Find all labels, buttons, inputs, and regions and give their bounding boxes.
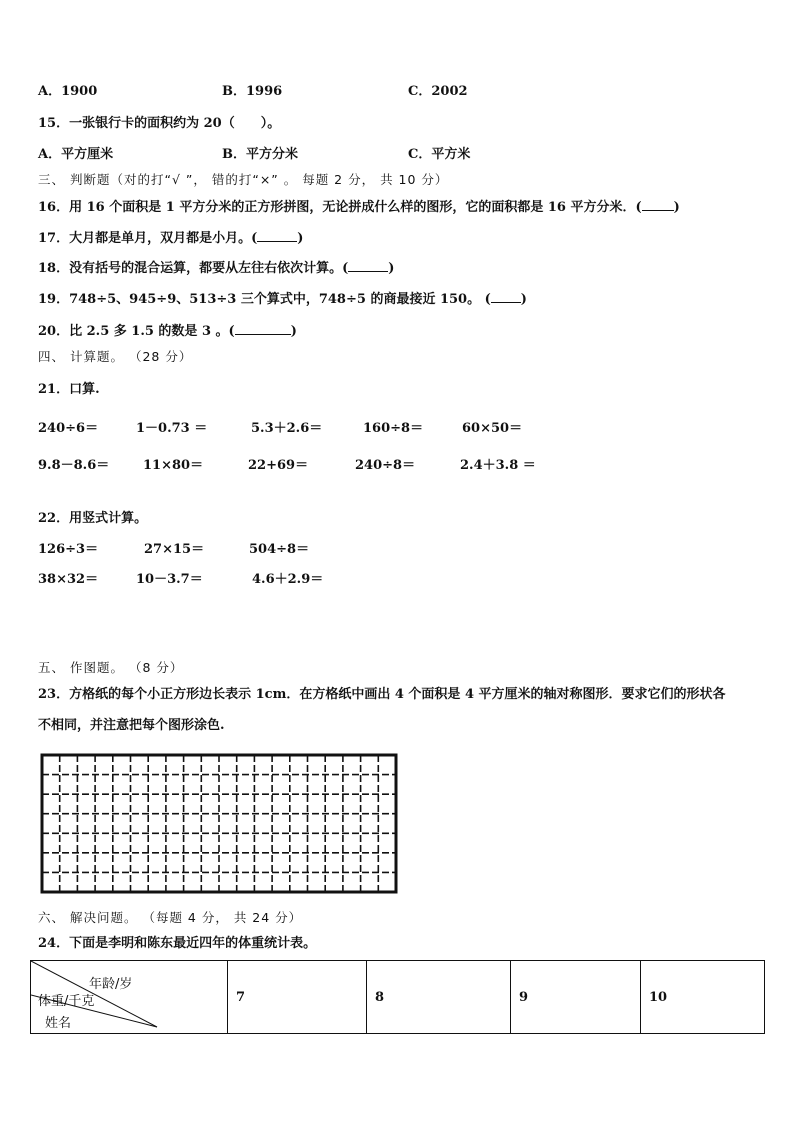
q17-close: ) <box>297 231 304 246</box>
header-name-label: 姓名 <box>45 1016 72 1031</box>
q16 <box>38 199 680 216</box>
q22-r1-c2: 27×15＝ <box>144 542 205 557</box>
q16-text: 16．用 16 个面积是 1 平方分米的正方形拼图，无论拼成什么样的图形，它的面积都是 16 平方分米．( <box>38 200 642 215</box>
q19 <box>38 291 527 308</box>
header-age-label: 年龄/岁 <box>89 977 133 992</box>
q21-r2-c4: 240÷8＝ <box>355 458 416 473</box>
q21-r1-c1: 240÷6＝ <box>38 421 99 436</box>
q22-r1-c1: 126÷3＝ <box>38 542 99 557</box>
q21-r1-c5: 60×50＝ <box>462 421 523 436</box>
q23-line1: 23．方格纸的每个小正方形边长表示 1cm．在方格纸中画出 4 个面积是 4 平方厘米的轴对称图形．要求它们的形状各 <box>38 687 726 702</box>
section5-title: 五、 作图题。 （8 分） <box>38 660 184 675</box>
q18 <box>38 260 394 277</box>
q21-r1-c3: 5.3＋2.6＝ <box>251 421 323 436</box>
q19-text: 19．748÷5、945÷9、513÷3 三个算式中，748÷5 的商最接近 150。 ( <box>38 292 491 307</box>
q22-r2-c2: 10－3.7＝ <box>136 572 203 587</box>
q18-answer-blank[interactable] <box>348 260 388 272</box>
q21-label: 21．口算. <box>38 382 100 397</box>
q15-option-c: C．平方米 <box>408 147 471 162</box>
grid-paper-svg <box>39 752 399 895</box>
q21-r2-c2: 11×80＝ <box>143 458 204 473</box>
weight-table <box>30 960 765 1034</box>
q21-r1-c4: 160÷8＝ <box>363 421 424 436</box>
q17-answer-blank[interactable] <box>257 230 297 242</box>
header-weight-label: 体重/千克 <box>38 994 95 1009</box>
q21-r2-c1: 9.8－8.6＝ <box>38 458 110 473</box>
q14-option-c: C．2002 <box>408 84 468 99</box>
age-8-cell: 8 <box>367 961 511 1034</box>
q22-r1-c3: 504÷8＝ <box>249 542 310 557</box>
q14-option-b: B．1996 <box>222 84 283 99</box>
section4-title: 四、 计算题。 （28 分） <box>38 349 193 364</box>
q20-answer-blank[interactable] <box>235 323 291 335</box>
q21-r2-c3: 22+69＝ <box>248 458 309 473</box>
q15-option-b: B．平方分米 <box>222 147 298 162</box>
q14-option-a: A．1900 <box>38 84 98 99</box>
grid-paper[interactable] <box>39 752 399 895</box>
age-9-cell: 9 <box>511 961 641 1034</box>
q21-r2-c5: 2.4＋3.8 ＝ <box>460 458 536 473</box>
q23-line2: 不相同，并注意把每个图形涂色. <box>38 718 225 733</box>
q20-text: 20．比 2.5 多 1.5 的数是 3 。( <box>38 324 235 339</box>
q20 <box>38 323 297 340</box>
age-10-cell: 10 <box>641 961 765 1034</box>
q21-r1-c2: 1－0.73 ＝ <box>136 421 208 436</box>
q19-close: ) <box>520 292 527 307</box>
q19-answer-blank[interactable] <box>491 291 521 303</box>
q15-stem: 15．一张银行卡的面积约为 20（ ）。 <box>38 116 281 131</box>
q17-text: 17．大月都是单月，双月都是小月。( <box>38 231 258 246</box>
section3-title: 三、 判断题（对的打“√ ”， 错的打“×” 。 每题 2 分， 共 10 分） <box>38 172 449 187</box>
q18-close: ) <box>388 261 395 276</box>
q16-answer-blank[interactable] <box>642 199 674 211</box>
q20-close: ) <box>290 324 297 339</box>
q18-text: 18．没有括号的混合运算，都要从左往右依次计算。( <box>38 261 349 276</box>
age-7-cell: 7 <box>228 961 367 1034</box>
diagonal-header-cell <box>31 961 228 1034</box>
q22-r2-c3: 4.6＋2.9＝ <box>252 572 324 587</box>
q15-option-a: A．平方厘米 <box>38 147 114 162</box>
section6-title: 六、 解决问题。 （每题 4 分， 共 24 分） <box>38 910 303 925</box>
q24-stem: 24．下面是李明和陈东最近四年的体重统计表。 <box>38 936 317 951</box>
q22-label: 22．用竖式计算。 <box>38 511 148 526</box>
table-header-row <box>31 961 765 1034</box>
q16-close: ) <box>673 200 680 215</box>
q17 <box>38 230 303 247</box>
q22-r2-c1: 38×32＝ <box>38 572 99 587</box>
